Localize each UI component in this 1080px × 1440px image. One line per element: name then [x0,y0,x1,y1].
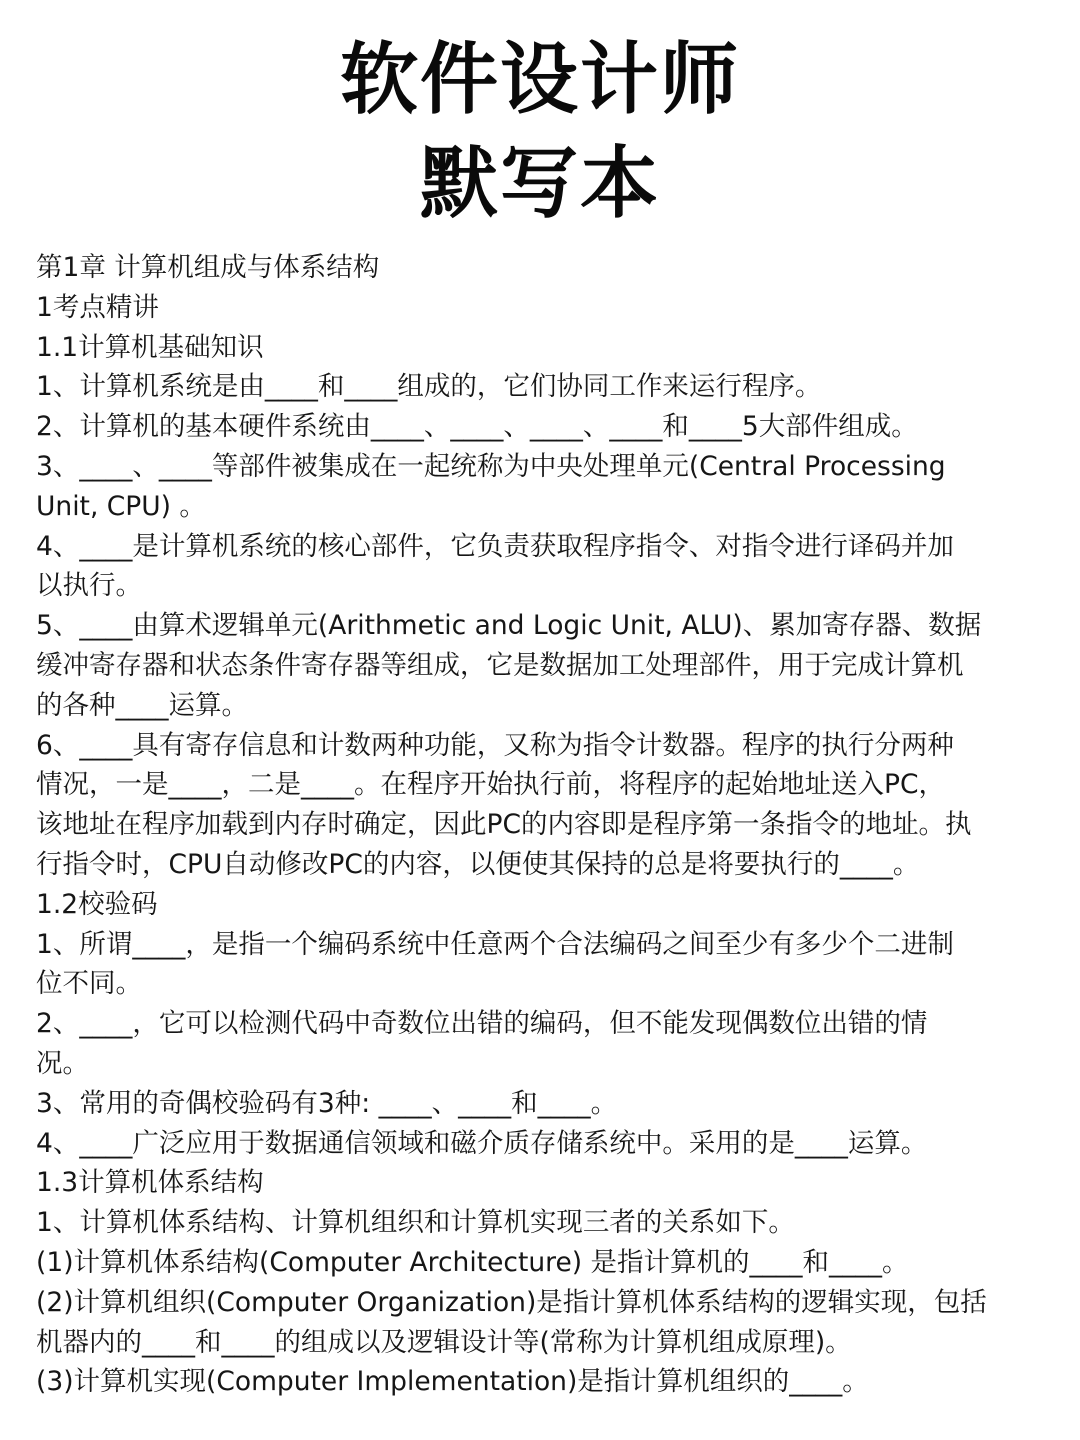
subsection-heading: 1.2校验码 [36,888,158,920]
text-line: 情况，一是____，二是____。在程序开始执行前，将程序的起始地址送入PC， [36,769,945,801]
subsection-heading: 1.1计算机基础知识 [36,331,264,363]
text-line: 1、计算机体系结构、计算机组织和计算机实现三者的关系如下。 [36,1207,795,1239]
text-line: 缓冲寄存器和状态条件寄存器等组成，它是数据加工处理部件，用于完成计算机 [36,649,964,681]
document-body [36,248,1046,1402]
subsection-heading: 1.3计算机体系结构 [36,1167,264,1199]
text-line: 的各种____运算。 [36,689,248,721]
chapter-heading: 第1章 计算机组成与体系结构 [36,252,380,283]
text-line: 1、所谓____，是指一个编码系统中任意两个合法编码之间至少有多少个二进制 [36,928,954,960]
text-line: 行指令时，CPU自动修改PC的内容，以便使其保持的总是将要执行的____。 [36,848,920,880]
text-line: (1)计算机体系结构(Computer Architecture) 是指计算机的____和____。 [36,1246,909,1278]
text-line: 机器内的____和____的组成以及逻辑设计等(常称为计算机组成原理)。 [36,1326,852,1358]
text-line: 6、____具有寄存信息和计数两种功能，又称为指令计数器。程序的执行分两种 [36,729,954,761]
text-line: 以执行。 [36,570,142,602]
text-line: 2、计算机的基本硬件系统由____、____、____、____和____5大部件组成。 [36,411,918,443]
text-line: 况。 [36,1047,89,1079]
text-line: 位不同。 [36,968,142,1000]
text-line: Unit, CPU) 。 [36,490,206,522]
text-line: 1、计算机系统是由____和____组成的，它们协同工作来运行程序。 [36,371,822,403]
text-line: 3、____、____等部件被集成在一起统称为中央处理单元(Central Processing [36,450,946,482]
text-line: (3)计算机实现(Computer Implementation)是指计算机组织的____。 [36,1366,869,1398]
section-heading: 1考点精讲 [36,291,159,323]
text-line: 4、____广泛应用于数据通信领域和磁介质存储系统中。采用的是____运算。 [36,1127,928,1159]
text-line: 该地址在程序加载到内存时确定，因此PC的内容即是程序第一条指令的地址。执 [36,809,972,841]
text-line: (2)计算机组织(Computer Organization)是指计算机体系结构的逻辑实现，包括 [36,1286,987,1318]
title-line-2: 默写本 [419,139,660,229]
text-line: 4、____是计算机系统的核心部件，它负责获取程序指令、对指令进行译码并加 [36,530,954,562]
text-line: 3、常用的奇偶校验码有3种: ____、____和____。 [36,1087,618,1119]
text-line: 5、____由算术逻辑单元(Arithmetic and Logic Unit, ALU)、累加寄存器、数据 [36,610,982,642]
title-line-1: 软件设计师 [339,35,740,125]
text-line: 2、____，它可以检测代码中奇数位出错的编码，但不能发现偶数位出错的情 [36,1008,928,1040]
title-block [0,28,1080,236]
